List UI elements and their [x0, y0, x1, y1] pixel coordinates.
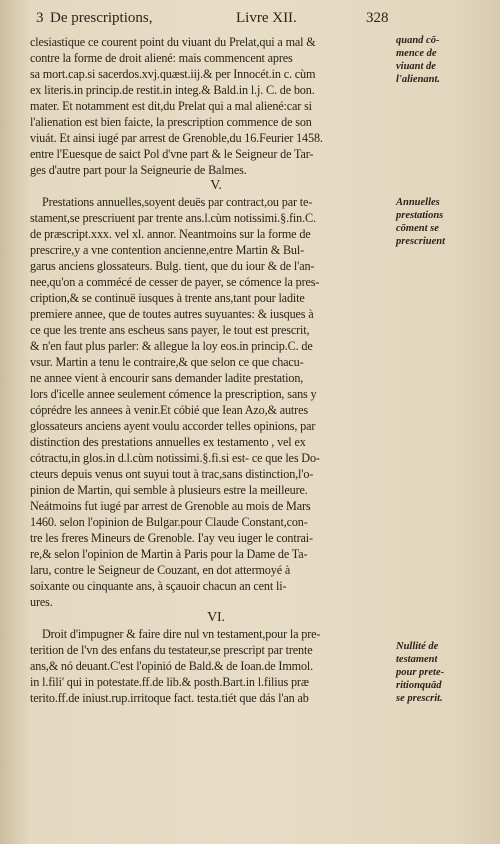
- text-line: cription,& se continuë iusques à trente ans,tant pour ladite: [30, 291, 305, 305]
- text-line: Prestations annuelles,soyent deuës par contract,ou par te-: [42, 195, 313, 209]
- paragraph-block-1: [30, 34, 402, 706]
- text-line: pinion de Martin, qui semble à plusieurs estre la meilleure.: [30, 483, 308, 497]
- text-line: ans,& nó deuant.C'est l'opinió de Bald.& de Ioan.de Immol.: [30, 659, 314, 673]
- margin-line: pour prete-: [396, 667, 445, 678]
- text-line: ges d'autre part pour la Seigneurie de Balmes.: [30, 163, 247, 177]
- margin-line: ritionquād: [396, 680, 442, 691]
- text-line: de præscript.xxx. vel xl. annor. Neantmoins sur la forme de: [30, 227, 311, 241]
- marginal-note-2: [396, 196, 496, 248]
- text-line: premiere annee, que de toutes autres suyuantes: & iusques à: [30, 307, 314, 321]
- text-line: glossateurs anciens ayent voulu accorder telles opinions, par: [30, 419, 316, 433]
- text-line: ne annee vient à encourir sans demander ladite prestation,: [30, 371, 304, 385]
- text-line: laru, contre le Seigneur de Couzant, en dot attermoyé à: [30, 563, 291, 577]
- margin-line: mence de: [396, 48, 437, 59]
- marginal-note-3: [396, 640, 496, 705]
- margin-line: Nullité de: [396, 641, 439, 652]
- text-line: & n'en faut plus parler: & allegue la loy eos.in princip.C. de: [30, 339, 313, 353]
- margin-line: testament: [396, 654, 438, 665]
- text-line: distinction des prestations annuelles ex testamento , vel ex: [30, 435, 306, 449]
- text-line: soixante ou cinquante ans, à sçauoir chacun an cent li-: [30, 579, 287, 593]
- margin-line: viuant de: [396, 61, 436, 72]
- text-line: Droit d'impugner & faire dire nul vn testament,pour la pre-: [42, 627, 321, 641]
- section-heading-v: V.: [210, 178, 222, 193]
- text-line: in l.fili' qui in potestate.ff.de lib.& posth.Bart.in l.filius præ: [30, 675, 309, 689]
- text-line: re,& selon l'opinion de Martin à Paris pour la Dame de Ta-: [30, 547, 308, 561]
- text-line: lors d'icelle annee seulement cómence la prescription, sans y: [30, 387, 317, 401]
- section-heading-vi: VI.: [207, 610, 225, 625]
- text-line: l'alienation est bien faicte, la prescription commence de son: [30, 115, 312, 129]
- header-page-number: 328: [366, 10, 389, 26]
- text-line: sa mort.cap.si sacerdos.xvj.quæst.iij.& per Innocét.in c. cùm: [30, 67, 316, 81]
- header-title: De prescriptions,: [50, 10, 153, 26]
- text-line: viuát. Et ainsi iugé par arrest de Grenoble,du 16.Feurier 1458.: [30, 131, 323, 145]
- text-line: prescrire,y a vne contention ancienne,entre Martin & Bul-: [30, 243, 305, 257]
- margin-line: prescriuent: [396, 236, 446, 247]
- text-line: mater. Et notamment est dit,du Prelat qui a mal aliené:car si: [30, 99, 312, 113]
- text-line: ures.: [30, 595, 53, 609]
- text-line: terito.ff.de iniust.rup.irritoque fact. testa.tiét que dás l'an ab: [30, 691, 309, 705]
- header-number: 3: [36, 10, 44, 26]
- text-line: clesiastique ce courent point du viuant du Prelat,qui a mal &: [30, 35, 316, 49]
- margin-line: se prescrit.: [396, 693, 443, 704]
- margin-line: quand cō-: [396, 35, 440, 46]
- text-line: contre la forme de droit aliené: mais commencent apres: [30, 51, 293, 65]
- header-book: Livre XII.: [236, 10, 297, 26]
- margin-line: cōment se: [396, 223, 439, 234]
- text-line: stament,se prescriuent par trente ans.l.cùm notissimi.§.fin.C.: [30, 211, 316, 225]
- margin-line: Annuelles: [396, 197, 440, 208]
- text-line: tre les freres Mineurs de Grenoble. I'ay veu iuger le contrai-: [30, 531, 313, 545]
- text-line: ce que les trente ans escheus sans payer, le tout est prescrit,: [30, 323, 310, 337]
- text-line: cótractu,in glos.in d.l.cùm notissimi.§.fi.si est- ce que les Do-: [30, 451, 320, 465]
- text-line: Neátmoins fut iugé par arrest de Grenoble au mois de Mars: [30, 499, 311, 513]
- marginal-note-1: [396, 34, 496, 86]
- text-line: nee,qu'on a commécé de cesser de payer, se cómence la pres-: [30, 275, 320, 289]
- margin-line: prestations: [396, 210, 444, 221]
- margin-line: l'alienant.: [396, 74, 441, 85]
- text-line: ex literis.in princip.de restit.in integ.& Bald.in l.j. C. de bon.: [30, 83, 315, 97]
- text-line: entre l'Euesque de saict Pol d'vne part & le Seigneur de Tar-: [30, 147, 314, 161]
- text-line: 1460. selon l'opinion de Bulgar.pour Claude Constant,con-: [30, 515, 308, 529]
- text-line: vsur. Martin a tenu le contraire,& que selon ce que chacu-: [30, 355, 304, 369]
- text-line: cóprédre les annees à venir.Et cóbié que Iean Azo,& autres: [30, 403, 308, 417]
- text-line: cteurs depuis venus ont suyui tout à trac,sans distinction,l'o-: [30, 467, 314, 481]
- text-line: terition de l'vn des enfans du testateur,se prescript par trente: [30, 643, 313, 657]
- text-line: garus anciens glossateurs. Bulg. tient, que du iour & de l'an-: [30, 259, 315, 273]
